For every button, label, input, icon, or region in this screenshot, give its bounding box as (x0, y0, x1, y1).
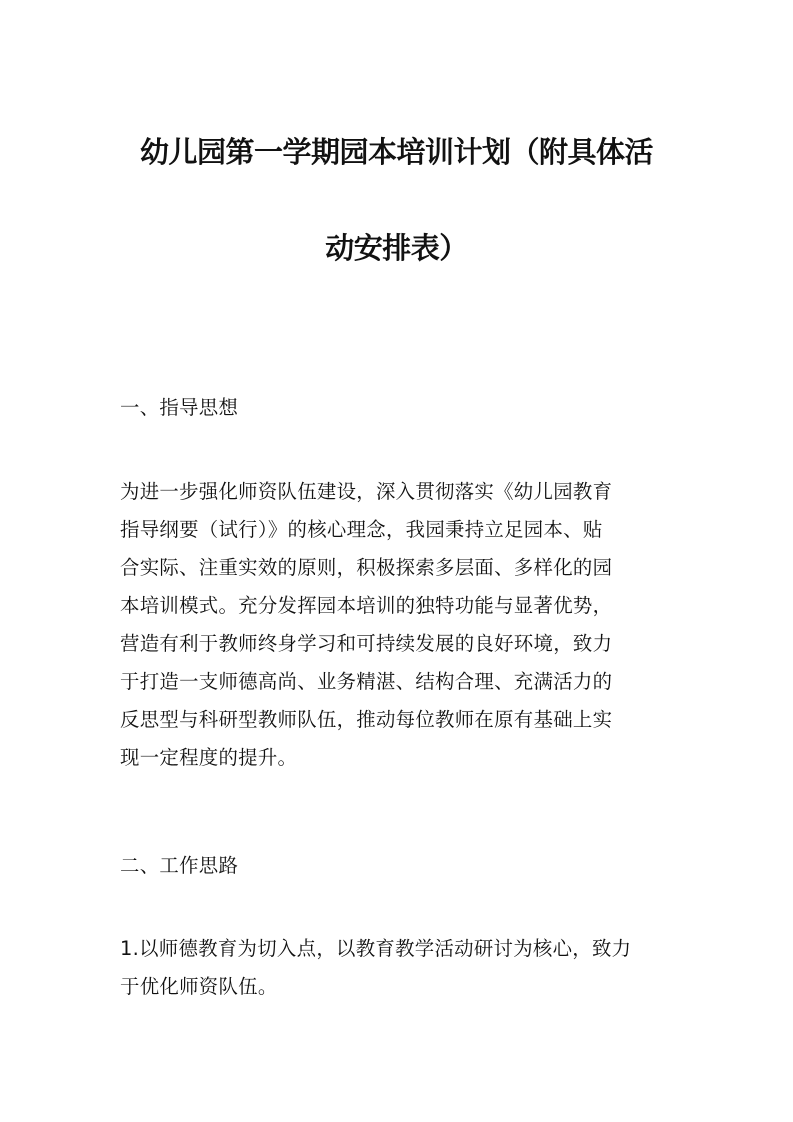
document-title-line-1: 幼儿园第一学期园本培训计划（附具体活 (139, 135, 653, 169)
paragraph-line: 为进一步强化师资队伍建设，深入贯彻落实《幼儿园教育 (120, 480, 613, 503)
paragraph-line: 于打造一支师德高尚、业务精湛、结构合理、充满活力的 (120, 670, 613, 693)
section-heading-guiding-ideology: 一、指导思想 (120, 396, 239, 419)
list-item-line: 1.以师德教育为切入点，以教育教学活动研讨为核心，致力 (120, 937, 632, 960)
paragraph-line: 指导纲要（试行）》的核心理念，我园秉持立足园本、贴 (120, 518, 603, 541)
list-item-line: 于优化师资队伍。 (120, 975, 278, 998)
document-title-line-2: 动安排表） (325, 231, 468, 265)
paragraph-line: 现一定程度的提升。 (120, 746, 298, 769)
paragraph-line: 合实际、注重实效的原则，积极探索多层面、多样化的园 (120, 556, 613, 579)
paragraph-line: 营造有利于教师终身学习和可持续发展的良好环境，致力 (120, 632, 613, 655)
paragraph-line: 反思型与科研型教师队伍，推动每位教师在原有基础上实 (120, 708, 613, 731)
paragraph-line: 本培训模式。充分发挥园本培训的独特功能与显著优势， (120, 594, 613, 617)
section-heading-work-approach: 二、工作思路 (120, 854, 239, 877)
